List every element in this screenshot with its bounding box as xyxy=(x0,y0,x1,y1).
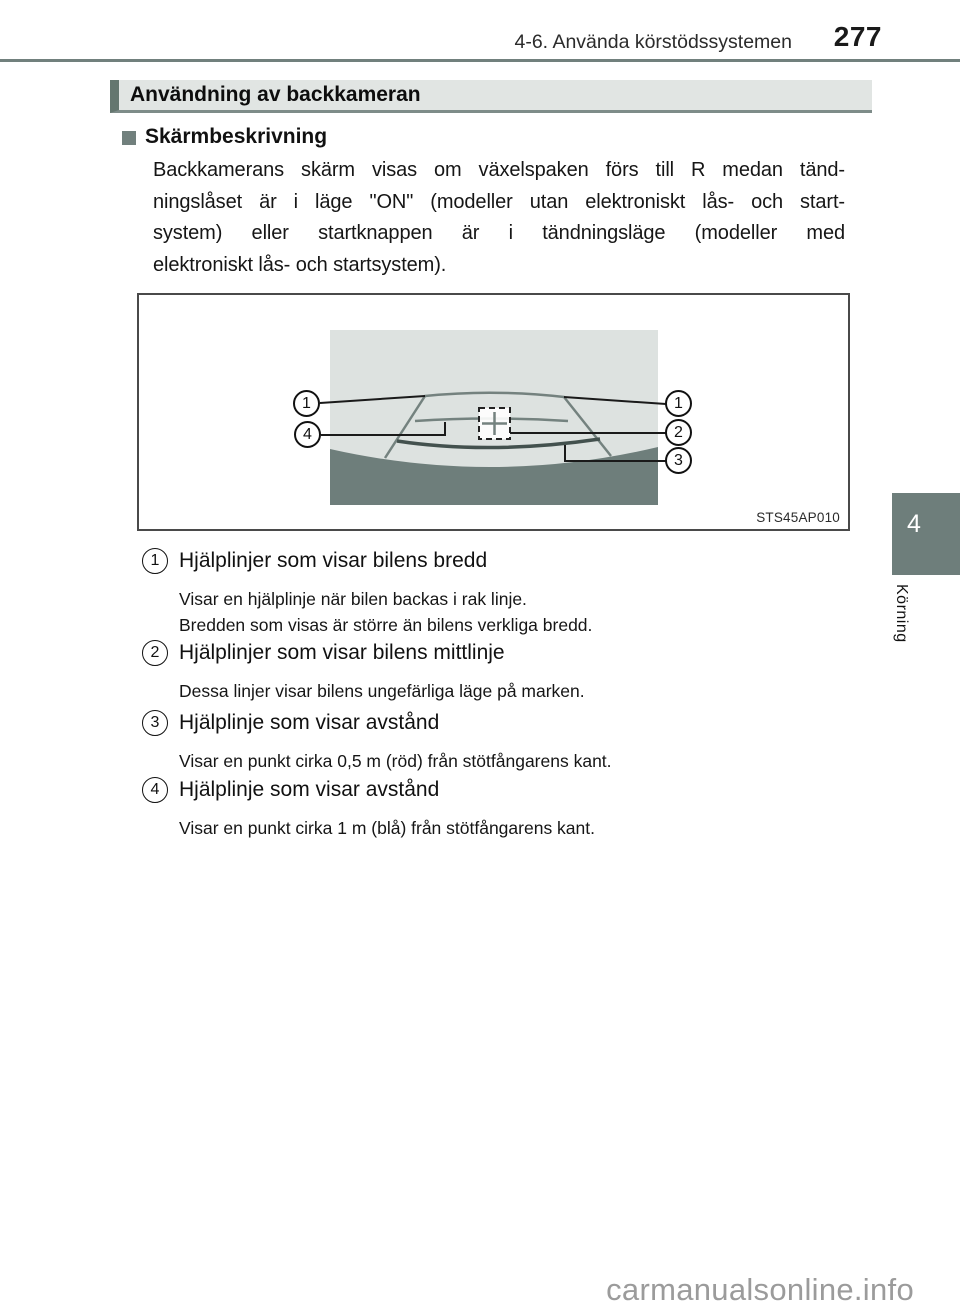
callout-2-right: 2 xyxy=(665,419,692,446)
callout-3-right: 3 xyxy=(665,447,692,474)
legend-item-4 xyxy=(142,777,854,842)
item-number-badge: 2 xyxy=(142,640,168,666)
legend-item-description: Bredden som visas är större än bilens verkliga bredd. xyxy=(179,614,593,635)
legend-item-3 xyxy=(142,710,854,775)
legend-item-title: Hjälplinje som visar avstånd xyxy=(179,778,440,801)
section-banner-title: Användning av backkameran xyxy=(130,83,421,106)
legend-item-title: Hjälplinjer som visar bilens bredd xyxy=(179,549,488,572)
legend-item-1 xyxy=(142,548,854,638)
legend-item-description: Visar en hjälplinje när bilen backas i rak linje. xyxy=(179,589,527,609)
backup-camera-figure xyxy=(137,293,850,531)
subsection-title: Skärmbeskrivning xyxy=(145,125,328,148)
callout-4-left: 4 xyxy=(294,421,321,448)
figure-code: STS45AP010 xyxy=(756,510,840,525)
body-paragraph xyxy=(153,155,845,281)
legend-item-title: Hjälplinje som visar avstånd xyxy=(179,711,440,734)
section-banner xyxy=(110,80,872,113)
item-number-badge: 1 xyxy=(142,548,168,574)
legend-item-description: Visar en punkt cirka 0,5 m (röd) från stötfångarens kant. xyxy=(179,751,612,771)
header-rule xyxy=(0,59,960,62)
watermark: carmanualsonline.info xyxy=(606,1272,914,1307)
subsection-heading xyxy=(122,125,327,149)
legend-item-title: Hjälplinjer som visar bilens mittlinje xyxy=(179,641,505,664)
legend-item-2 xyxy=(142,640,854,705)
paragraph-line: Backkamerans skärm visas om växelspaken förs till R medan tänd- xyxy=(153,159,845,181)
legend-item-description: Dessa linjer visar bilens ungefärliga läge på marken. xyxy=(179,681,585,701)
running-header-chapter: 4-6. Använda körstödssystemen xyxy=(514,31,792,53)
item-number-badge: 3 xyxy=(142,710,168,736)
camera-view-illustration xyxy=(139,295,848,529)
square-bullet-icon xyxy=(122,131,136,145)
chapter-label-vertical: Körning xyxy=(893,584,910,643)
chapter-tab: 4 xyxy=(892,493,960,575)
paragraph-line: system) eller startknappen är i tändningsläge (modeller med xyxy=(153,222,845,244)
paragraph-line: elektroniskt lås- och startsystem). xyxy=(153,253,447,276)
legend-item-description: Visar en punkt cirka 1 m (blå) från stötfångarens kant. xyxy=(179,818,595,838)
callout-1-right: 1 xyxy=(665,390,692,417)
page-number: 277 xyxy=(833,21,882,52)
paragraph-line: ningslåset är i läge "ON" (modeller utan elektroniskt lås- och start- xyxy=(153,190,845,213)
item-number-badge: 4 xyxy=(142,777,168,803)
callout-1-left: 1 xyxy=(293,390,320,417)
